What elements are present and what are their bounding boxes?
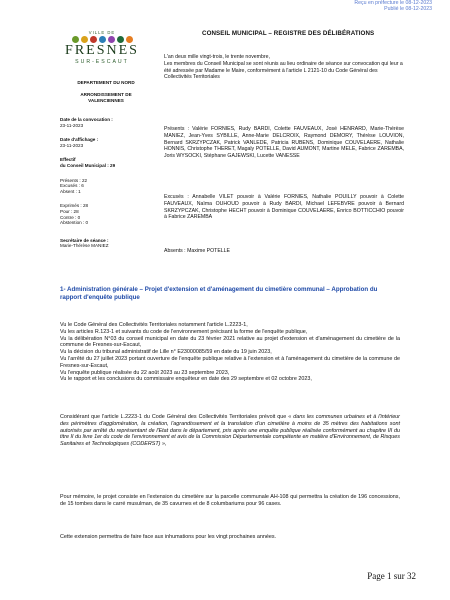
count-exprimes: Exprimés : 28 (60, 203, 89, 209)
intro-date-line: L'an deux mille vingt-trois, le trente novembre, (164, 54, 270, 60)
count-excuses: Excusés : 6 (60, 183, 84, 189)
vu-list (60, 322, 400, 383)
logo-name: FRESNES (65, 43, 139, 58)
effectif-value: du Conseil Municipal : 29 (60, 162, 116, 168)
deliberation-title: 1- Administration générale – Projet d'extension et d'aménagement du cimetière communal – Approbation du rapport d'enquête publique (60, 286, 378, 301)
page-number: Page 1 sur 32 (367, 571, 416, 581)
absents-paragraph: Absents : Maxime POTELLE (164, 248, 231, 254)
logo-pictogram-icon (72, 36, 79, 43)
logo-pictogram-icon (81, 36, 88, 43)
count-abstention: Abstention : 0 (60, 220, 89, 226)
arrondissement-value: VALENCIENNES (88, 98, 124, 103)
page-title: CONSEIL MUNICIPAL – REGISTRE DES DÉLIBÉRATIONS (202, 30, 375, 37)
town-logo (54, 30, 150, 72)
logo-pictogram-icon (126, 36, 133, 43)
intro-convocation-text: Les membres du Conseil Municipal se sont réunis au lieu ordinaire de séance sur convocation qui leur a été adressée par Madame le Maire, conformément à l'article L 2121-10 du Code Général des Collectivités Territoriales (164, 60, 403, 81)
secretary-name: Marie-Thérèse MANIEZ (60, 243, 109, 249)
vu-item: Vu les articles R.123-1 et suivants du code de l'environnement précisant la forme de l'enquête publique, (60, 328, 308, 335)
count-absent: Absent : 1 (60, 188, 81, 194)
vu-item: Vu l'enquête publique réalisée du 22 août 2023 au 23 septembre 2023, (60, 369, 230, 376)
department-label: DEPARTEMENT DU NORD (77, 80, 135, 85)
convocation-date: 23-11-2023 (60, 122, 84, 128)
intro-block (164, 54, 404, 81)
secretary-label: Secrétaire de séance : (60, 237, 109, 243)
logo-pictogram-icon (99, 36, 106, 43)
count-pour: Pour : 28 (60, 208, 79, 214)
convocation-label: Date de la convocation : (60, 117, 113, 122)
affichage-label: Date d'affichage : (60, 137, 99, 143)
excuses-paragraph: Excusés : Annabelle VILET pouvoir à Valérie FORNIES, Nathalie POUILLY pouvoir à Colette FAUVEAUX, Naïma OUHOUD pouvoir à Rudy BARDI, Michael LEFEBVRE pouvoir à Bernard SKRZYPCZAK, Christophe HECHT pouvoir à Dominique COUVELAERE, Enrico BOTTICCHIO pouvoir à Fabrice ZAREMBA (164, 194, 404, 221)
stamp-published: Publié le 08-12-2023 (384, 6, 432, 12)
vu-item: Vu la décision du tribunal administratif de Lille n° E23000085/59 en date du 19 juin 2023, (60, 349, 272, 356)
arrondissement-label: ARRONDISSEMENT DE (80, 92, 132, 97)
logo-pictograms (54, 36, 150, 43)
vu-item: Vu la délibération N°03 du conseil municipal en date du 23 février 2021 relative au projet d'extension et d'aménagement du cimetière de la commune de Fresnes-sur-Escaut, (60, 335, 400, 349)
vu-item: Vu le rapport et les conclusions du commissaire enquêteur en date des 29 septembre et 02 octobre 2023, (60, 376, 312, 383)
considerant-paragraph (60, 414, 400, 448)
logo-pictogram-icon (108, 36, 115, 43)
considerant-suffix: », (160, 441, 167, 448)
memoire-paragraph: Pour mémoire, le projet consiste en l'extension du cimetière sur la parcelle communale AH-108 qui permettra la création de 196 concessions, de 15 tombes dans le carré musulman, de 35 cavurnes et de 8 columbariums pour 96 cases. (60, 494, 400, 507)
stamp-received: Reçu en préfecture le 08-12-2023 (354, 0, 432, 6)
considerant-quote: dans les communes urbaines et à l'intérieur des périmètres d'agglomération, la création, l'agrandissement et la translation d'un cimetière à moins de 35 mètres des habitations sont autorisés par arrêté du représentant de l'Etat dans le département, pris après une enquête publique réalisée conformément au chapitre III du titre II du livre 1er du code de l'environnement et avis de la Commission Départementale compétente en matière d'Environnement, de Risques Sanitaires et Technologiques (CODERST) (60, 414, 400, 448)
logo-ville-de: VILLE DE (88, 30, 116, 35)
vu-item: Vu le Code Général des Collectivités Territoriales notamment l'article L.2223-1, (60, 322, 248, 328)
presents-paragraph: Présents : Valérie FORNIES, Rudy BARDI, Colette FAUVEAUX, José HENRARD, Marie-Thérèse MANIEZ, Jean-Yves SYBILLE, Anne-Marie DELCROIX, Raymond DEMORY, Thérèse LOUVION, Bernard SKRZYPCZAK, Patrick VANLEDE, Patricia RUBENS, Dominique COUVELAERE, Nathalie HONNIS, Christophe THERET, Magaly POTELLE, David AUMONT, Martine MELE, Fabrice ZAREMBA, Joris WYSOCKI, Stéphane GAJEWSKI, Lucette VANESSE (164, 126, 404, 160)
affichage-date: 23-11-2023 (60, 142, 84, 148)
count-contre: Contre : 0 (60, 214, 81, 220)
effectif-label: Effectif (60, 157, 76, 163)
meeting-metadata (60, 117, 140, 249)
count-presents: Présents : 22 (60, 177, 88, 183)
logo-subtitle: SUR-ESCAUT (75, 59, 129, 65)
vu-item: Vu l'arrêté du 27 juillet 2023 portant ouverture de l'enquête publique relative à l'extension et à l'aménagement du cimetière de la commune de Fresnes-sur-Escaut, (60, 355, 400, 369)
logo-pictogram-icon (90, 36, 97, 43)
conclusion-paragraph: Cette extension permettra de faire face aux inhumations pour les vingt prochaines années. (60, 534, 277, 540)
logo-pictogram-icon (117, 36, 124, 43)
prefecture-stamp (354, 0, 432, 12)
considerant-prefix: Considérant que l'article L.2223-1 du Code Général des Collectivités Territoriales prévoit que « (60, 414, 294, 420)
